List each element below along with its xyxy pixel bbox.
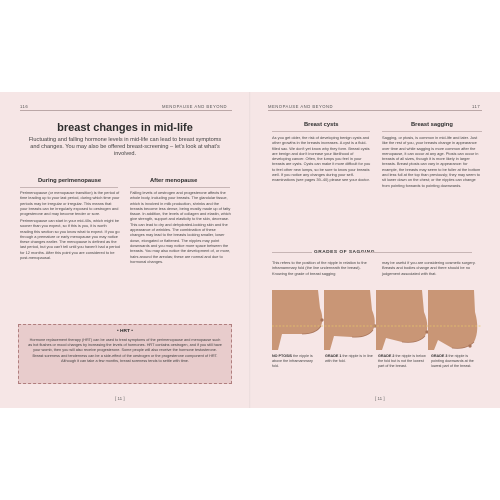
torso-grade-3 bbox=[428, 290, 477, 350]
column-rule bbox=[20, 187, 118, 188]
grades-rule-right bbox=[360, 252, 472, 253]
grades-text-right: may be useful if you are considering cosmetic surgery. Breasts and bodies change and there should be no judgement associated with that. bbox=[382, 260, 476, 276]
caption-label: NO PTOSIS bbox=[272, 354, 293, 358]
torso-grade-1 bbox=[324, 290, 377, 350]
column-rule bbox=[272, 131, 370, 132]
left-page bbox=[0, 92, 250, 408]
skin-shape bbox=[272, 290, 322, 350]
caption-label: GRADE 2 bbox=[378, 354, 395, 358]
intro-text: Fluctuating and falling hormone levels in mid-life can lead to breast symptoms and changes. You may also be offered breast-screening – let's look at what's involved. bbox=[28, 137, 222, 158]
book-spread bbox=[0, 92, 500, 408]
paragraph: Perimenopause (or menopause transition) is the period of time leading up to your last period, during which time your periods may be irregular or irregular. This means that your breasts can be irregularly exposed to oestrogen and progesterone and may become tender or sore. bbox=[20, 190, 120, 217]
folio-ornament-left: [ 11 ] bbox=[115, 396, 125, 401]
heading-after-menopause: After menopause bbox=[150, 178, 198, 184]
nipple-marker bbox=[320, 318, 323, 321]
torso-no-ptosis bbox=[272, 290, 324, 350]
breast-cysts-text: As you get older, the risk of developing benign cysts and other growths in the breasts increases. A cyst is a fluid-filled sac. We don't yet know why they form. Breast cysts are benign and don't increase your likelihood of developing cancer. Often, the lumps you feel in your breasts are cysts. Cysts can make it more difficult for you to feel other new lumps, so be sure to know your breasts well. If you notice any changes during your self-examinations (see pages 39–40) please see your doctor. bbox=[272, 135, 371, 183]
caption-grade-2 bbox=[378, 354, 426, 368]
column-rule bbox=[130, 187, 230, 188]
page-number-left: 116 bbox=[20, 104, 29, 109]
heading-breast-cysts: Breast cysts bbox=[304, 122, 339, 128]
hrt-title: • HRT • bbox=[117, 329, 133, 334]
page-title: breast changes in mid-life bbox=[57, 122, 193, 134]
nipple-marker bbox=[468, 344, 471, 347]
sagging-grades-illustration bbox=[272, 290, 482, 350]
caption-label: GRADE 1 bbox=[325, 354, 342, 358]
running-head-left: MENOPAUSE AND BEYOND bbox=[162, 104, 228, 109]
skin-shape bbox=[376, 290, 427, 350]
caption-text: the nipple is below the fold but is not the lowest part of the breast. bbox=[378, 354, 426, 368]
caption-grade-3 bbox=[431, 354, 479, 368]
caption-no-ptosis bbox=[272, 354, 320, 368]
hrt-box bbox=[18, 324, 232, 384]
right-page bbox=[250, 92, 500, 408]
folio-ornament-right: [ 11 ] bbox=[375, 396, 385, 401]
skin-shape bbox=[324, 290, 375, 350]
torso-grade-2 bbox=[376, 290, 429, 350]
column-rule bbox=[382, 131, 482, 132]
grades-text-left: This refers to the position of the nipple in relation to the inframammary fold (the line underneath the breast). Knowing the grade of breast sagging bbox=[272, 260, 367, 276]
heading-breast-sagging: Breast sagging bbox=[411, 122, 453, 128]
page-number-right: 117 bbox=[472, 104, 481, 109]
header-rule-right bbox=[268, 110, 482, 111]
caption-text: the nipple is in line with the fold. bbox=[325, 354, 373, 363]
breast-sagging-text: Sagging, or ptosis, is common in mid-life and later. Just like the rest of you, your breasts change in appearance over time and while sagging is more common after the menopause, it can occur at any age. Ptosis can occur in breasts of all sizes, though it is more likely in larger breasts. Breast ptosis can vary in appearance: for example, the breasts may seem to be fuller at the bottom and less full at the top than previously; they may seem to sit lower down on the chest; or the nipples can change from pointing forwards to pointing downwards. bbox=[382, 135, 481, 188]
caption-grade-1 bbox=[325, 354, 373, 364]
caption-text: the nipple is above the inframammary fold. bbox=[272, 354, 313, 368]
caption-label: GRADE 3 bbox=[431, 354, 448, 358]
after-menopause-text bbox=[130, 190, 231, 266]
hrt-text: Hormone replacement therapy (HRT) can be used to treat symptoms of the perimenopause and menopause such as hot flushes or mood changes by increasing the levels of hormones. HRT contains oestrogen, and if you still have your womb, then you will also receive progesterone. Some people will also receive the hormone testosterone. Breast soreness and tenderness can be a side-effect of the oestrogen or the progesterone component of HRT. Although it can take a few months, breast soreness tends to settle with time. bbox=[28, 338, 222, 363]
heading-perimenopause: During perimenopause bbox=[38, 178, 102, 184]
caption-text: the nipple is pointing downwards at the lowest part of the breast. bbox=[431, 354, 474, 368]
grades-heading: GRADES OF SAGGING bbox=[314, 250, 376, 255]
paragraph: Perimenopause can start in your mid-40s, which might be sooner than you expect, so if this is you, it is worth reading this section so you know what to expect. If you go through a premature or early menopause you may notice these changes earlier. The menopause is defined as the last period, but you can't tell until you haven't had a period for 12 months. After this point you are considered to be post-menopausal. bbox=[20, 217, 120, 261]
header-rule-left bbox=[20, 110, 232, 111]
grades-rule-left bbox=[272, 252, 312, 253]
running-head-right: MENOPAUSE AND BEYOND bbox=[268, 104, 334, 109]
skin-shape bbox=[428, 290, 477, 350]
paragraph: Falling levels of oestrogen and progesterone affects the whole body, including your breasts. The glandular tissue, which is involved in milk production, shrinks and the breasts become less dense, being mostly made up of fatty tissue. In addition, the levels of collagen and elastin, which give strength, support and elasticity to the skin, decrease. This can lead to dry and dehydrated-looking skin and the appearance of wrinkles. The combination of these changes may lead to the breasts looking smaller, lower down, elongated or flattened. The nipples may point downwards and you may notice more space between the breasts. You may also notice the development of, or more, hairs around the areolas; these are normal and due to hormonal changes. bbox=[130, 190, 231, 264]
perimenopause-text bbox=[20, 190, 120, 262]
